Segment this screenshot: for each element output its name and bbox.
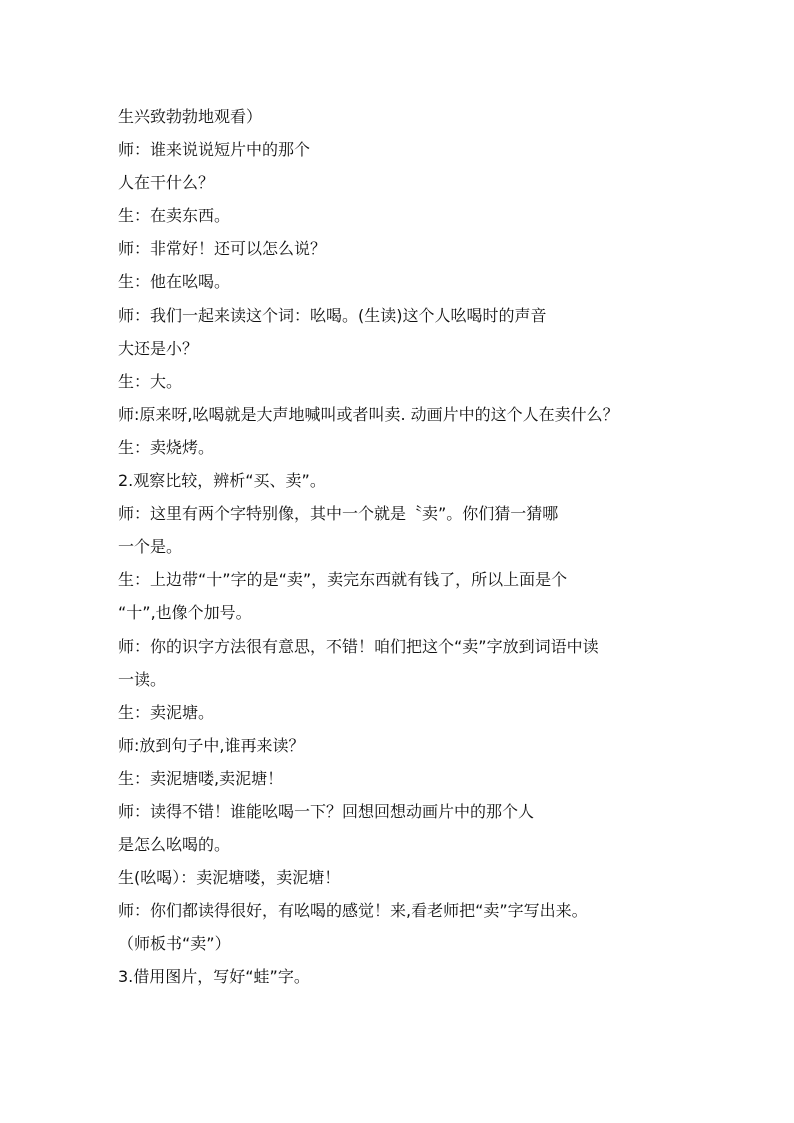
text-line: 生：上边带“十”字的是“卖”，卖完东西就有钱了，所以上面是个 <box>118 570 568 590</box>
text-line: 师：读得不错！谁能吆喝一下？回想回想动画片中的那个人 <box>118 801 535 821</box>
text-line: 师：非常好！还可以怎么说？ <box>118 239 327 259</box>
section-heading: 2.观察比较，辨析“买、卖”。 <box>118 471 326 491</box>
text-line: 师：你的识字方法很有意思，不错！咱们把这个“卖”字放到词语中读 <box>118 636 599 656</box>
text-line: 师：我们一起来读这个词：吆喝。(生读)这个人吆喝时的声音 <box>118 305 547 325</box>
text-line: 生兴致勃勃地观看） <box>118 107 263 126</box>
text-line: 生：大。 <box>118 371 183 391</box>
section-heading: 3.借用图片，写好“蛙”字。 <box>118 967 310 987</box>
lesson-transcript <box>118 100 688 994</box>
text-line: 人在干什么？ <box>118 173 215 193</box>
text-line: 一个是。 <box>118 537 183 557</box>
text-line: “十”,也像个加号。 <box>118 603 252 623</box>
text-line: 生(吆喝）：卖泥塘喽，卖泥塘！ <box>118 868 341 888</box>
text-line: 生：他在吆喝。 <box>118 272 231 292</box>
text-line: 生：卖泥塘喽,卖泥塘！ <box>118 768 284 788</box>
text-line: （师板书“卖”） <box>118 934 231 954</box>
text-line: 是怎么吆喝的。 <box>118 835 231 855</box>
text-line: 师：你们都读得很好，有吆喝的感觉！来,看老师把“卖”字写出来。 <box>118 901 588 921</box>
text-line: 师:放到句子中,谁再来读？ <box>118 735 305 755</box>
text-line: 师：谁来说说短片中的那个 <box>118 140 311 160</box>
text-line: 生：在卖东西。 <box>118 206 231 226</box>
text-line: 师:原来呀,吆喝就是大声地喊叫或者叫卖. 动画片中的这个人在卖什么？ <box>118 404 619 424</box>
text-line: 一读。 <box>118 669 167 689</box>
text-line: 师：这里有两个字特别像，其中一个就是〝卖”。你们猜一猜哪 <box>118 504 559 524</box>
text-line: 大还是小？ <box>118 338 199 358</box>
text-line: 生：卖泥塘。 <box>118 702 215 722</box>
text-line: 生：卖烧烤。 <box>118 437 215 457</box>
